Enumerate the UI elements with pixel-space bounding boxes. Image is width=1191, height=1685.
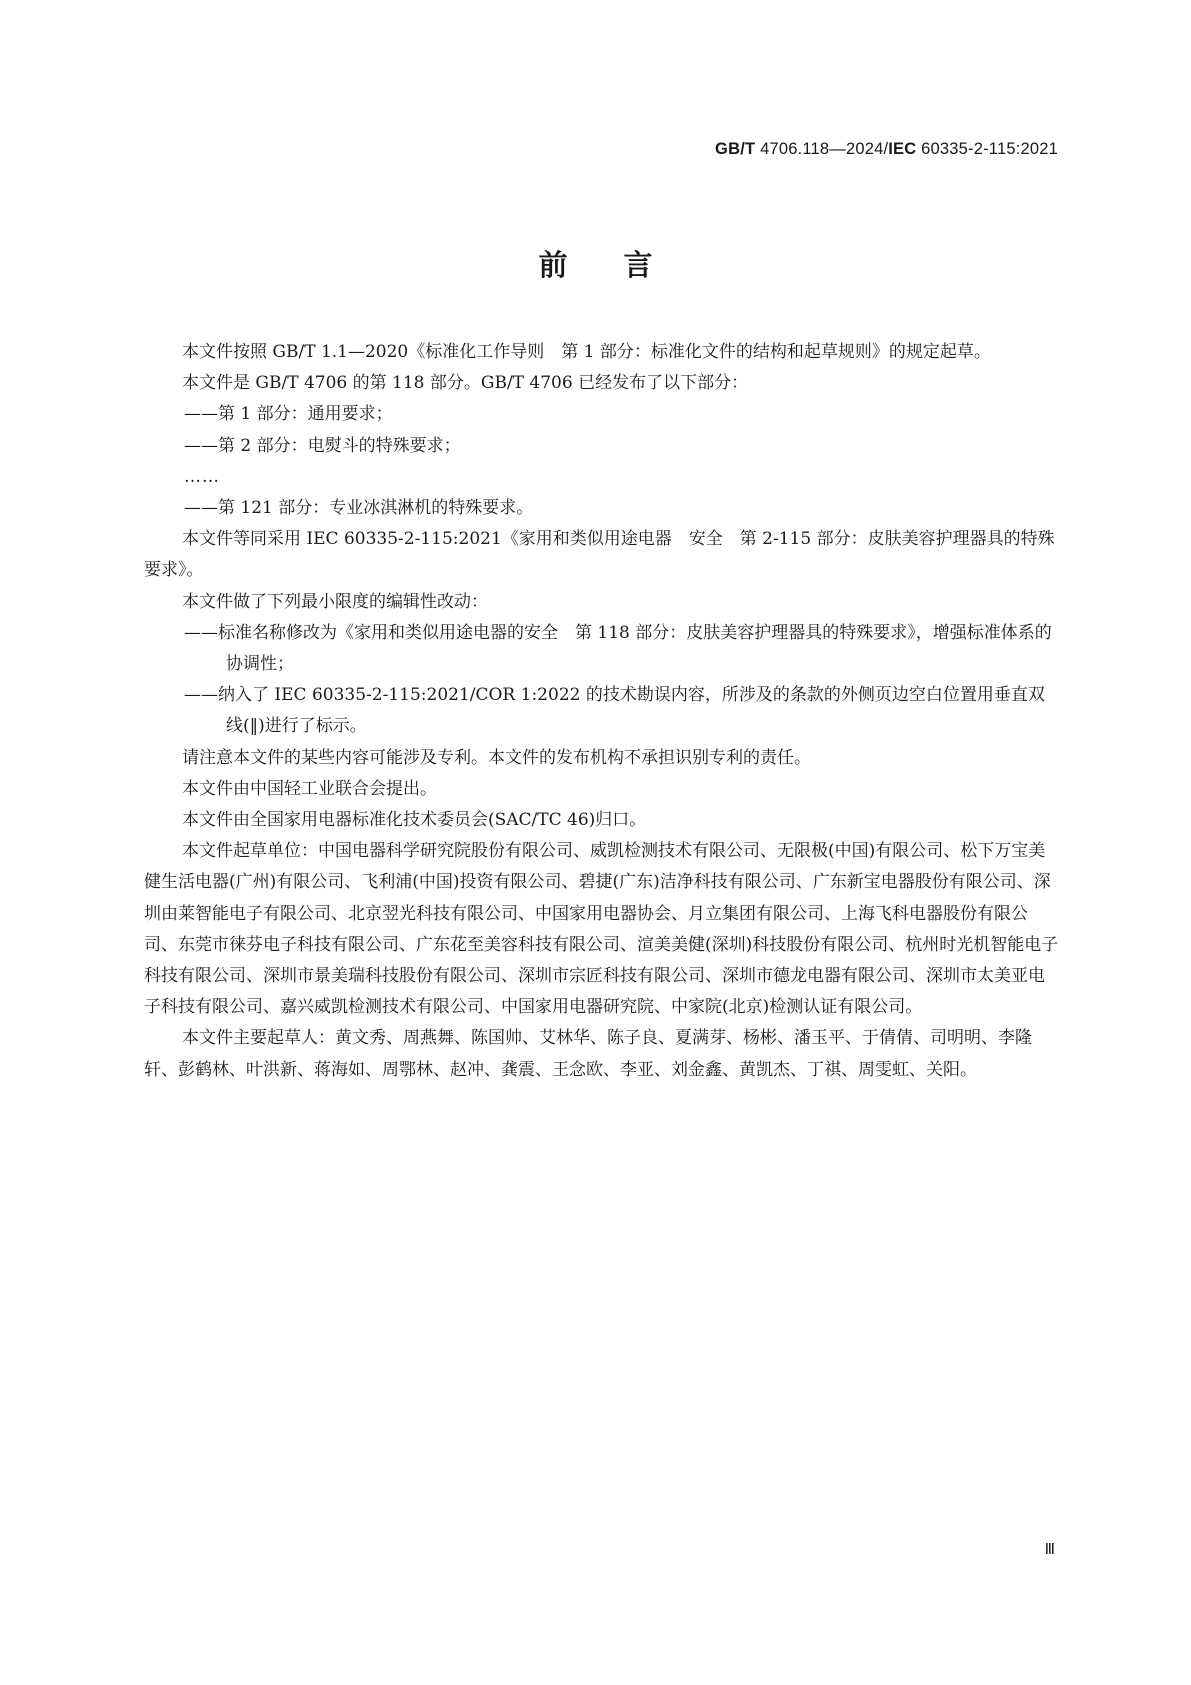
- paragraph-part-intro: 本文件是 GB/T 4706 的第 118 部分。GB/T 4706 已经发布了以下部分：: [182, 373, 749, 394]
- list-item-part-1: ——第 1 部分：通用要求；: [184, 404, 393, 425]
- standard-number-header: [715, 140, 1058, 159]
- paragraph-patent-notice: 请注意本文件的某些内容可能涉及专利。本文件的发布机构不承担识别专利的责任。: [182, 747, 811, 768]
- page-number: Ⅲ: [1044, 1542, 1055, 1558]
- list-item-corrigendum: ——纳入了 IEC 60335-2-115:2021/COR 1:2022 的技术勘误内容，所涉及的条款的外侧页边空白位置用垂直双线(‖)进行了标示。: [184, 685, 1045, 737]
- paragraph-drafters: 本文件主要起草人：黄文秀、周燕舞、陈国帅、艾林华、陈子良、夏满芽、杨彬、潘玉平、于倩倩、司明明、李隆轩、彭鹤林、叶洪新、蒋海如、周鄂林、赵冲、龚震、王念欧、李亚、刘金鑫、黄凯杰、丁祺、周雯虹、关阳。: [144, 1028, 1032, 1080]
- foreword-body: [144, 337, 1060, 1086]
- paragraph-drafting-units: 本文件起草单位：中国电器科学研究院股份有限公司、威凯检测技术有限公司、无限极(中国)有限公司、松下万宝美健生活电器(广州)有限公司、飞利浦(中国)投资有限公司、碧捷(广东)洁净科技有限公司、广东新宝电器股份有限公司、深圳由莱智能电子有限公司、北京翌光科技有限公司、中国家用电器协会、月立集团有限公司、上海飞科电器股份有限公司、东莞市徕芬电子科技有限公司、广东花至美容科技有限公司、渲美美健(深圳)科技股份有限公司、杭州时光机智能电子科技有限公司、深圳市景美瑞科技股份有限公司、深圳市宗匠科技有限公司、深圳市德龙电器有限公司、深圳市太美亚电子科技有限公司、嘉兴威凯检测技术有限公司、中国家用电器研究院、中家院(北京)检测认证有限公司。: [144, 841, 1059, 1018]
- std-prefix: GB/T: [715, 140, 756, 158]
- std-number: 4706.118—2024/: [760, 140, 889, 158]
- iec-prefix: IEC: [888, 140, 917, 158]
- list-item-part-121: ——第 121 部分：专业冰淇淋机的特殊要求。: [184, 498, 534, 519]
- paragraph-proposer: 本文件由中国轻工业联合会提出。: [182, 778, 437, 799]
- list-ellipsis: ……: [184, 466, 220, 487]
- paragraph-drafting-rules: 本文件按照 GB/T 1.1—2020《标准化工作导则 第 1 部分：标准化文件的结构和起草规则》的规定起草。: [182, 342, 991, 362]
- list-item-part-2: ——第 2 部分：电熨斗的特殊要求；: [184, 435, 461, 456]
- page-title: 前言: [538, 248, 709, 282]
- iec-number: 60335-2-115:2021: [921, 140, 1058, 158]
- paragraph-technical-committee: 本文件由全国家用电器标准化技术委员会(SAC/TC 46)归口。: [182, 810, 647, 831]
- paragraph-editorial-changes: 本文件做了下列最小限度的编辑性改动：: [182, 591, 488, 612]
- list-item-title-change: ——标准名称修改为《家用和类似用途电器的安全 第 118 部分：皮肤美容护理器具的特殊要求》，增强标准体系的协调性；: [184, 622, 1052, 675]
- paragraph-iec-adoption: 本文件等同采用 IEC 60335-2-115:2021《家用和类似用途电器 安全 第 2-115 部分：皮肤美容护理器具的特殊要求》。: [144, 529, 1055, 581]
